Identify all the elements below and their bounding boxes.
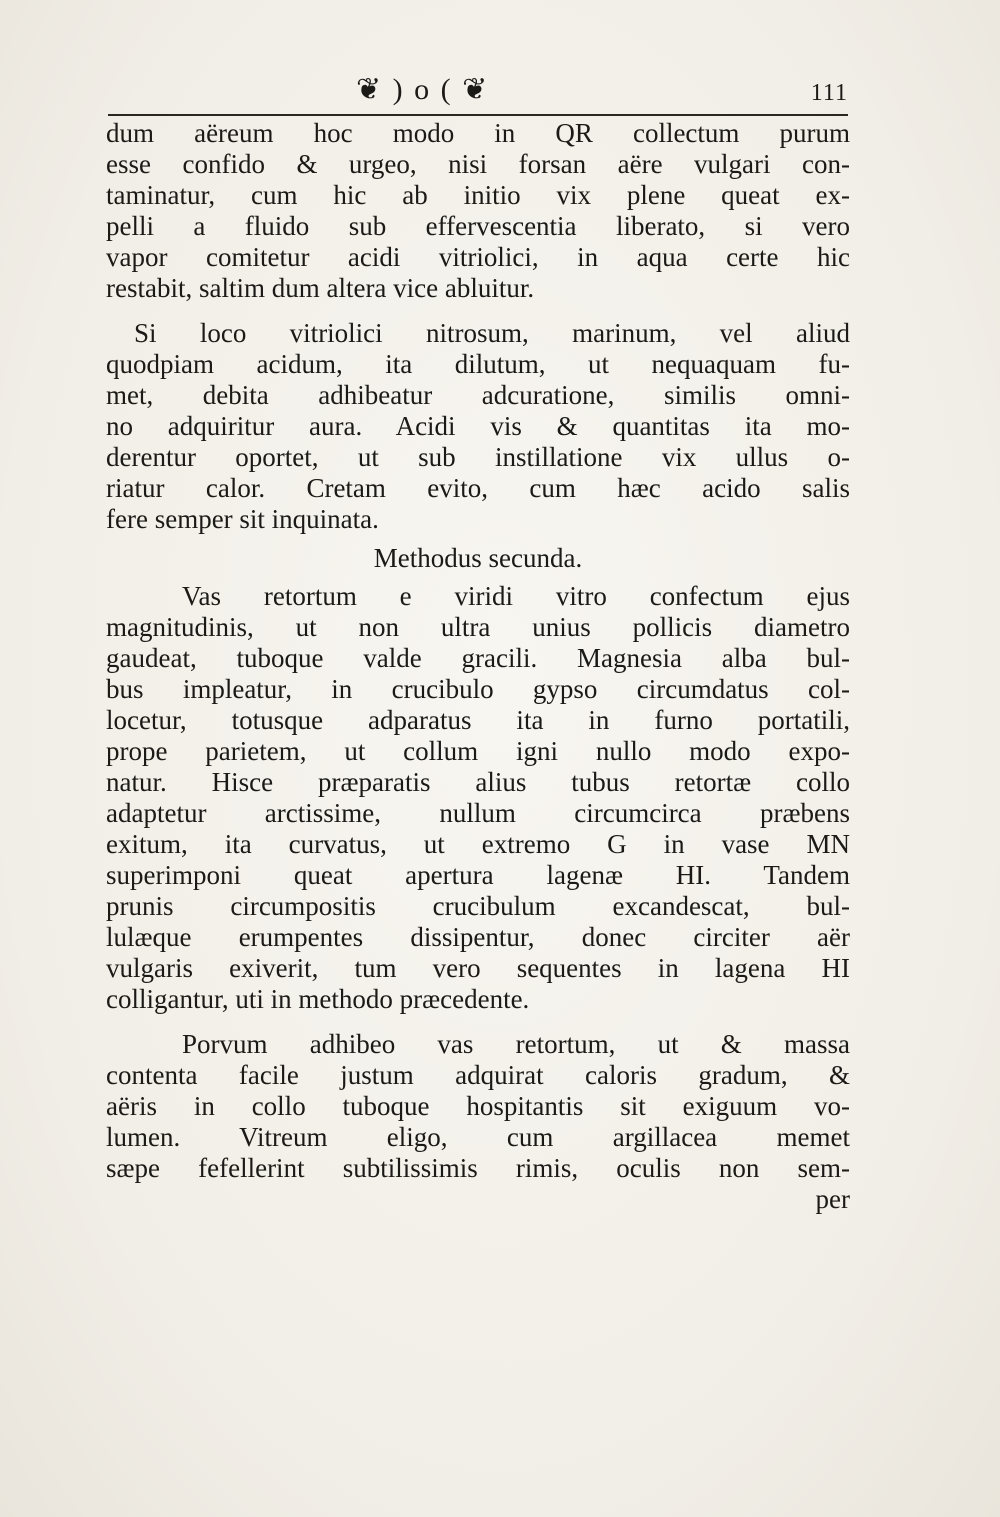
text-line: dum aëreum hoc modo in QR collectum purum [106, 118, 850, 148]
text-line: Vas retortum e viridi vitro confectum ejus [182, 581, 850, 611]
text-line: prunis circumpositis crucibulum excandescat, bul- [106, 891, 850, 921]
text-line: derentur oportet, ut sub instillatione vix ullus o- [106, 442, 850, 472]
text-line: prope parietem, ut collum igni nullo modo expo- [106, 736, 850, 766]
paragraph [106, 318, 850, 535]
text-line: esse confido & urgeo, nisi forsan aëre vulgari con- [106, 149, 850, 179]
text-line: taminatur, cum hic ab initio vix plene queat ex- [106, 180, 850, 210]
text-line: lumen. Vitreum eligo, cum argillacea memet [106, 1122, 850, 1152]
text-line: vulgaris exiverit, tum vero sequentes in lagena HI [106, 953, 850, 983]
text-line: gaudeat, tuboque valde gracili. Magnesia alba bul- [106, 643, 850, 673]
text-line: no adquiritur aura. Acidi vis & quantitas ita mo- [106, 411, 850, 441]
text-line: vapor comitetur acidi vitriolici, in aqua certe hic [106, 242, 850, 272]
body-text [106, 118, 850, 1215]
text-line: contenta facile justum adquirat caloris gradum, & [106, 1060, 850, 1090]
paragraph [106, 1029, 850, 1184]
text-line: riatur calor. Cretam evito, cum hæc acido salis [106, 473, 850, 503]
text-line: quodpiam acidum, ita dilutum, ut nequaquam fu- [106, 349, 850, 379]
text-line: Si loco vitriolici nitrosum, marinum, vel aliud [134, 318, 850, 348]
section-title: Methodus secunda. [373, 543, 583, 573]
text-line: superimponi queat apertura lagenæ HI. Tandem [106, 860, 850, 890]
text-line: met, debita adhibeatur adcuratione, similis omni- [106, 380, 850, 410]
text-line: natur. Hisce præparatis alius tubus retortæ collo [106, 767, 850, 797]
text-line: sæpe fefellerint subtilissimis rimis, oculis non sem- [106, 1153, 850, 1183]
paragraph [106, 118, 850, 304]
text-line: pelli a fluido sub effervescentia liberato, si vero [106, 211, 850, 241]
text-line: magnitudinis, ut non ultra unius pollicis diametro [106, 612, 850, 642]
page-header [108, 68, 848, 114]
text-line: adaptetur arctissime, nullum circumcirca præbens [106, 798, 850, 828]
page-number: 111 [810, 80, 848, 106]
text-line: Porvum adhibeo vas retortum, ut & massa [182, 1029, 850, 1059]
text-line: colligantur, uti in methodo præcedente. [106, 984, 530, 1014]
catchword: per [815, 1184, 850, 1214]
text-line: aëris in collo tuboque hospitantis sit exiguum vo- [106, 1091, 850, 1121]
text-line: lulæque erumpentes dissipentur, donec circiter aër [106, 922, 850, 952]
text-line: bus impleatur, in crucibulo gypso circumdatus col- [106, 674, 850, 704]
text-line: fere semper sit inquinata. [106, 504, 379, 534]
text-line: restabit, saltim dum altera vice abluitur. [106, 273, 535, 303]
text-line: exitum, ita curvatus, ut extremo G in vase MN [106, 829, 850, 859]
header-rule [108, 114, 848, 116]
header-ornament: ❦ ) o ( ❦ [356, 73, 490, 106]
text-line: locetur, totusque adparatus ita in furno portatili, [106, 705, 850, 735]
paragraph [106, 581, 850, 1015]
